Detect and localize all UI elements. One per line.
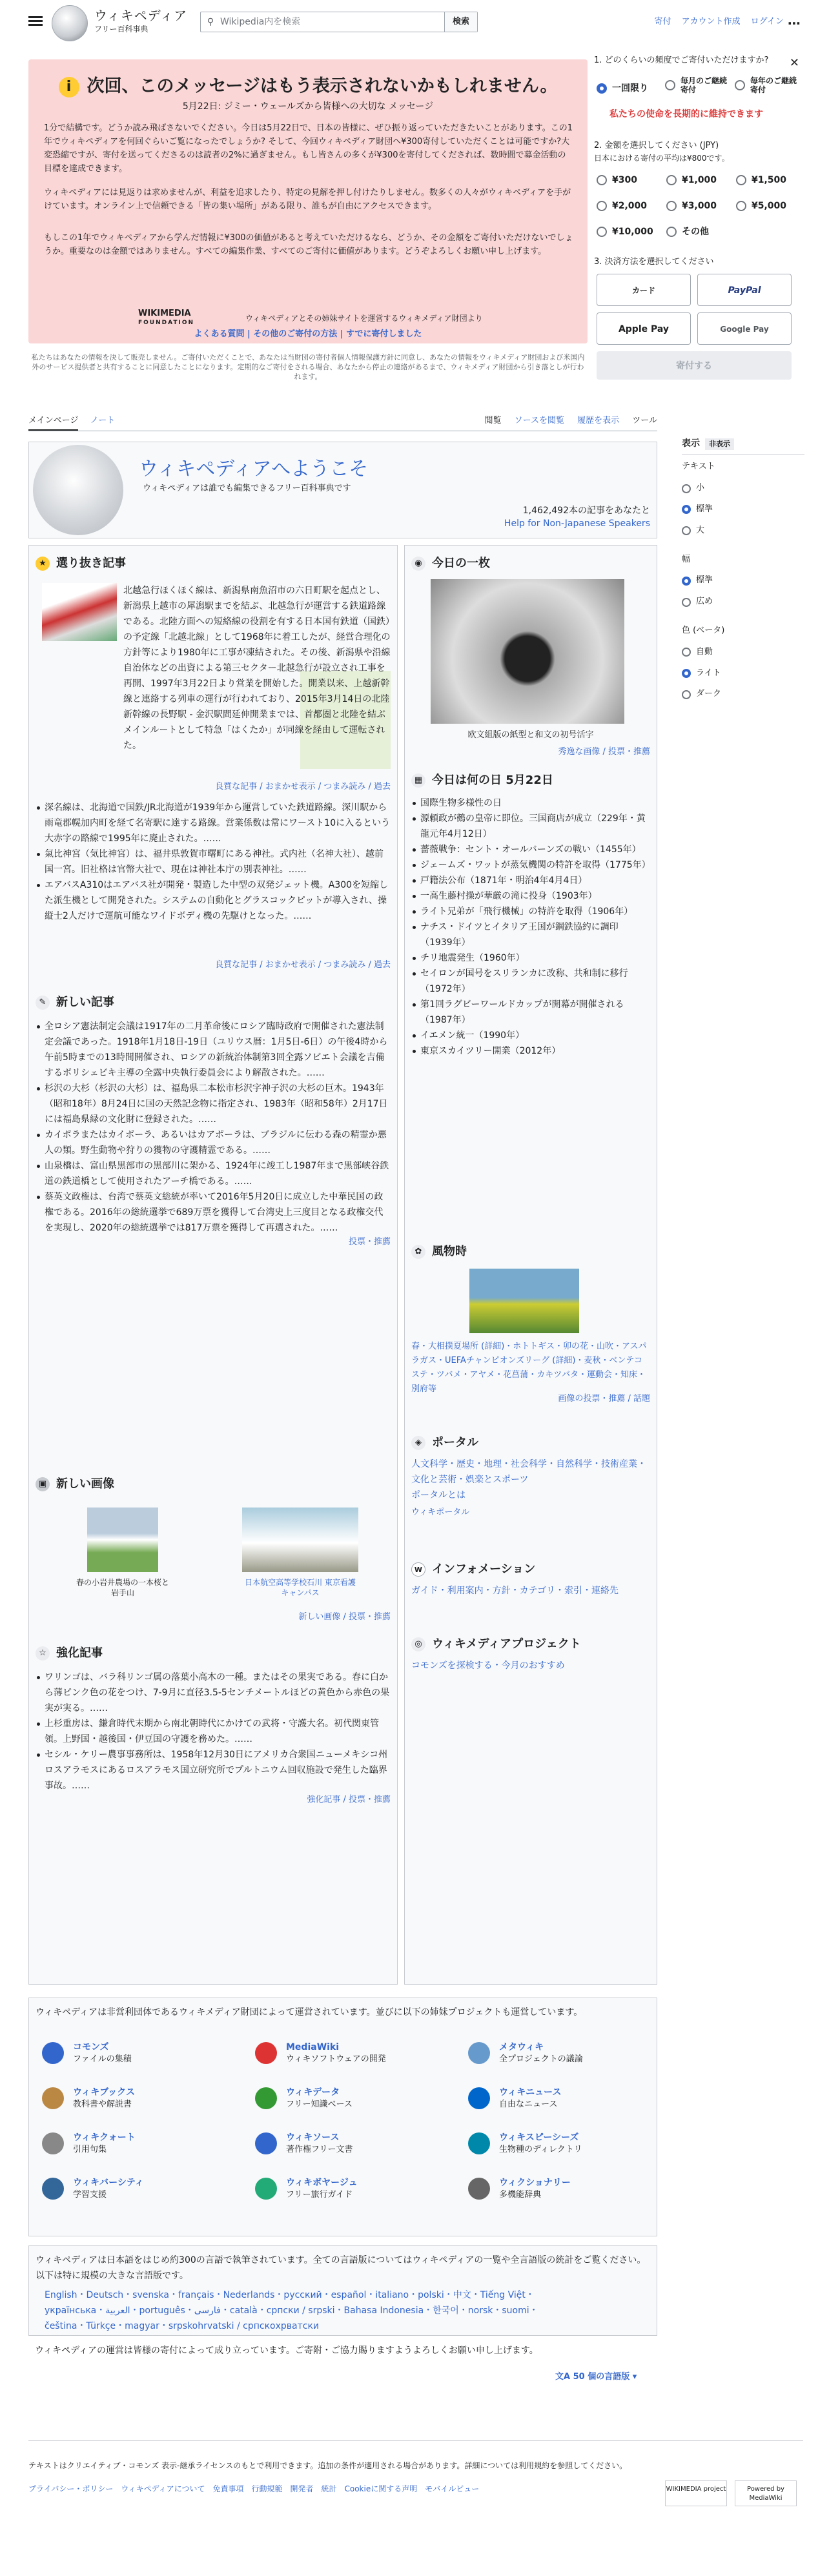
footer-license: テキストはクリエイティブ・コモンズ 表示-継承ライセンスのもとで利用できます。追加の条件が適用される場合があります。詳細については利用規約を参照してください。 bbox=[28, 2461, 628, 2470]
wordmark-title: ウィキペディア bbox=[94, 8, 188, 23]
login-link[interactable]: ログイン bbox=[750, 17, 784, 26]
sakura-image[interactable] bbox=[87, 1508, 158, 1572]
appearance-panel bbox=[682, 436, 804, 709]
list-item: イエメン統一（1990年） bbox=[411, 1028, 650, 1043]
strong-title: 強化記事 bbox=[56, 1646, 103, 1660]
project-icon bbox=[468, 2178, 490, 2200]
tab-read[interactable]: 閲覧 bbox=[484, 416, 502, 425]
amount-average-note: 日本における寄付の平均は¥800です。 bbox=[594, 154, 730, 163]
improved-star-icon: ☆ bbox=[36, 1646, 50, 1661]
create-account-link[interactable]: アカウント作成 bbox=[681, 17, 741, 26]
project-icon bbox=[255, 2178, 277, 2200]
list-item: 上杉重房は、鎌倉時代末期から南北朝時代にかけての武将・守護大名。初代関東管領。上野国・越後国・伊豆国の守護を務めた。…… bbox=[36, 1716, 391, 1747]
featured-links-2[interactable]: 良質な記事 / おまかせ表示 / つまみ読み / 過去 bbox=[215, 960, 391, 970]
wikimedia-logo: WIKIMEDIA FOUNDATION bbox=[138, 309, 195, 326]
search-icon: ⚲ bbox=[207, 16, 214, 27]
tab-view-source[interactable]: ソースを閲覧 bbox=[514, 416, 564, 425]
more-options-icon[interactable]: ⋯ bbox=[788, 15, 801, 31]
project-name[interactable]: ウィクショナリー bbox=[499, 2178, 571, 2188]
portal-links[interactable]: 人文科学・歴史・地理・社会科学・自然科学・技術産業・文化と芸術・娯楽とスポーツ bbox=[411, 1458, 646, 1485]
search-input[interactable]: Wikipedia内を検索 bbox=[220, 16, 301, 27]
project-desc: 学習支援 bbox=[73, 2190, 107, 2200]
fundraising-banner bbox=[28, 59, 588, 343]
project-desc: ウィキソフトウェアの開発 bbox=[286, 2054, 386, 2064]
today-list bbox=[411, 795, 650, 1059]
freq-yearly-radio[interactable]: 毎年のご継続寄付 bbox=[735, 76, 799, 94]
welcome-title: ウィキペディアへようこそ bbox=[139, 458, 369, 480]
amount-10000[interactable]: ¥10,000 bbox=[597, 225, 653, 239]
list-item: 戸籍法公布（1871年・明治4年4月4日） bbox=[411, 873, 650, 888]
wikimedia-project-badge[interactable]: WIKIMEDIA project bbox=[665, 2480, 727, 2506]
main-menu-icon[interactable] bbox=[28, 14, 43, 28]
powered-by-mediawiki-badge[interactable]: Powered by MediaWiki bbox=[735, 2480, 797, 2506]
amount-other[interactable]: その他 bbox=[666, 225, 709, 239]
banner-paragraph-2: ウィキペディアには見返りは求めませんが、利益を追求したり、特定の見解を押し付けたりしません。数多くの人々がウィキペディアを手がけています。オンライン上で信頼できる「皆の集い場所」がある限り、誰もが自由にアクセスできます。 bbox=[44, 188, 571, 211]
portal-about[interactable]: ポータルとは bbox=[411, 1489, 466, 1500]
project-icon bbox=[468, 2042, 490, 2064]
amount-question: 2. 金額を選択してください (JPY) bbox=[594, 141, 719, 150]
seasonal bbox=[411, 1243, 650, 1404]
sister-projects bbox=[28, 1998, 657, 2236]
project-name[interactable]: ウィキクォート bbox=[73, 2132, 136, 2143]
new-images bbox=[36, 1475, 391, 1622]
hide-button[interactable]: 非表示 bbox=[705, 438, 734, 450]
photo-caption: 欧文組版の紙型と和文の初号活字 bbox=[467, 730, 594, 740]
wikiportal-link[interactable]: ウィキポータル bbox=[411, 1507, 470, 1517]
calendar-icon: ▦ bbox=[411, 773, 425, 788]
new-article-icon: ✎ bbox=[36, 996, 50, 1010]
amount-5000[interactable]: ¥5,000 bbox=[736, 199, 786, 213]
donation-panel bbox=[594, 49, 801, 385]
project-icon bbox=[468, 2132, 490, 2154]
project-name[interactable]: メタウィキ bbox=[499, 2042, 544, 2052]
right-column bbox=[404, 545, 657, 1985]
season-icon: ✿ bbox=[411, 1245, 425, 1259]
text-size-label: テキスト bbox=[682, 462, 715, 472]
news-links[interactable]: 投票・推薦 bbox=[348, 1236, 391, 1247]
lang-list-2[interactable]: українська・العربية・português・فارسی・català・српски / srpski・Bahasa Indonesia・한국어・norsk・suomi・ bbox=[45, 2305, 538, 2316]
project-name[interactable]: ウィキデータ bbox=[286, 2087, 340, 2098]
wikipedia-logo[interactable] bbox=[52, 5, 88, 41]
width-label: 幅 bbox=[682, 554, 691, 564]
project-name[interactable]: コモンズ bbox=[73, 2042, 109, 2052]
languages-box bbox=[28, 2245, 657, 2336]
privacy-note: 私たちはあなたの情報を決して販売しません。ご寄付いただくことで、あなたは当財団の寄付者個人情報保護方針に同意し、あなたの情報をウィキメディア財団および米国内外のサービス提供者と共有することに同意したことになります。定期的なご寄付をされる場合、あなたから停止の連絡があるまで、ウィキメディア財団から引き落としが行われます。 bbox=[31, 353, 585, 381]
banner-paragraph-1: 1分で結構です。どうか読み飛ばさないでください。今日は5月22日で、日本の皆様に、ぜひ振り返っていただきたいことがあります。この1年でウィキペディアを何回ぐらいご覧になったでしょうか? そして、今回ウィキペディア財団へ¥300寄付していただくことは可能ですか?大変恐縮ですが、寄付を送ってくださるのは読者の2%に過ぎません。もし皆さんの多くが¥300を寄付してくだされば、数時間で募金活動の目標を達成できます。 bbox=[44, 123, 573, 174]
width-standard[interactable]: 標準 bbox=[682, 574, 804, 588]
new-articles bbox=[36, 994, 391, 1249]
sister-project-6[interactable] bbox=[42, 2131, 136, 2156]
info-icon: i bbox=[59, 77, 79, 97]
newimg-caption-2: 日本航空高等学校石川 東京看護キャンパス bbox=[245, 1578, 356, 1597]
info-title: インフォメーション bbox=[432, 1562, 536, 1576]
list-item: 杉沢の大杉（杉沢の大杉）は、福島県二本松市杉沢字神子沢の大杉の巨木。1943年（昭和18年）8月24日に国の天然記念物に指定され、1983年（昭和58年）2月17日には福島県緑の文化財に登録された。…… bbox=[36, 1081, 391, 1127]
list-item: ライト兄弟が「飛行機械」の特許を取得（1906年） bbox=[411, 904, 650, 919]
list-item: 深名線は、北海道で国鉄/JR北海道が1939年から運営していた鉄道路線。深川駅から雨竜郡幌加内町を経て名寄駅に達する路線。営業係数は常にワースト10に入るという大赤字の路線で1995年に廃止された。…… bbox=[36, 800, 391, 846]
color-auto[interactable]: 自動 bbox=[682, 646, 804, 659]
footer-links[interactable]: プライバシー・ポリシー ウィキペディアについて 免責事項 行動規範 開発者 統計 Cookieに関する声明 モバイルビュー bbox=[28, 2484, 480, 2493]
featured-list bbox=[36, 800, 391, 924]
sister-project-10[interactable] bbox=[255, 2176, 358, 2201]
close-icon[interactable]: ✕ bbox=[789, 56, 799, 70]
project-desc: フリー知識ベース bbox=[286, 2100, 353, 2109]
project-icon bbox=[42, 2042, 64, 2064]
project-desc: 全プロジェクトの議論 bbox=[499, 2054, 583, 2064]
sister-project-1[interactable] bbox=[255, 2041, 386, 2065]
photo-title: 今日の一枚 bbox=[432, 557, 490, 570]
strong-links[interactable]: 強化記事 / 投票・推薦 bbox=[307, 1794, 391, 1804]
amount-3000[interactable]: ¥3,000 bbox=[666, 199, 717, 213]
list-item: 一高生藤村操が華厳の滝に投身（1903年） bbox=[411, 888, 650, 904]
pay-googlepay-button[interactable]: Google Pay bbox=[697, 312, 792, 345]
sister-project-7[interactable] bbox=[255, 2131, 353, 2156]
star-icon: ★ bbox=[36, 557, 50, 571]
list-item: セシル・ケリー農事事務所は、1958年12月30日にアメリカ合衆国ニューメキシコ州ロスアラモスにあるロスアラモス国立研究所でプルトニウム回収施設で発生した臨界事故。…… bbox=[36, 1747, 391, 1794]
sister-project-9[interactable] bbox=[42, 2176, 144, 2201]
color-label: 色 (ベータ) bbox=[682, 625, 725, 635]
on-this-day bbox=[411, 772, 650, 1059]
project-name[interactable]: MediaWiki bbox=[286, 2042, 340, 2052]
newimg-title: 新しい画像 bbox=[56, 1477, 114, 1491]
list-item: ジェームズ・ワットが蒸気機関の特許を取得（1775年） bbox=[411, 857, 650, 873]
improved-articles bbox=[36, 1644, 391, 1807]
list-item: 蔡英文政権は、台湾で蔡英文総統が率いて2016年5月20日に成立した中華民国の政権である。2016年の総統選挙で689万票を獲得して台湾史上三度目となる政権交代を実現し、2020年の総統選挙では817万票を獲得して再選された。…… bbox=[36, 1189, 391, 1236]
project-name[interactable]: ウィキボヤージュ bbox=[286, 2178, 358, 2188]
project-desc: 多機能辞典 bbox=[499, 2190, 542, 2200]
project-icon bbox=[42, 2087, 64, 2109]
project-name[interactable]: ウィキニュース bbox=[499, 2087, 562, 2098]
sister-project-11[interactable] bbox=[468, 2176, 571, 2201]
project-desc: 生物種のディレクトリ bbox=[499, 2145, 582, 2154]
pay-applepay-button[interactable]: Apple Pay bbox=[597, 312, 691, 345]
list-item: 第1回ラグビーワールドカップが開幕が開催される（1987年） bbox=[411, 997, 650, 1028]
project-icon bbox=[255, 2087, 277, 2109]
list-item: チリ地震発生（1960年） bbox=[411, 950, 650, 966]
list-item: 源頼政が鵺の皇帝に即位。三国商店が成立（229年・黄龍元年4月12日） bbox=[411, 811, 650, 842]
information bbox=[411, 1560, 650, 1599]
project-name[interactable]: ウィキブックス bbox=[73, 2087, 136, 2098]
project-icon bbox=[42, 2132, 64, 2154]
project-icon bbox=[255, 2132, 277, 2154]
project-desc: 教科書や解説書 bbox=[73, 2100, 132, 2109]
banner-paragraph-3: もしこの1年でウィキペディアから学んだ情報に¥300の価値があると考えていただけるなら、どうか、その金額をご寄付いただけないでしょうか。重要なのは金額ではありません。すべての編集作業、すべてのご寄付に価値があります。どうぞよろしくお願い申し上げます。 bbox=[44, 233, 573, 256]
text-size-small[interactable]: 小 bbox=[682, 482, 804, 495]
tab-talk[interactable]: ノート bbox=[90, 416, 116, 425]
sister-project-5[interactable] bbox=[468, 2086, 561, 2111]
list-item: 氣比神宮（気比神宮）は、福井県敦賀市曙町にある神社。式内社（名神大社）、越前国一宮。旧社格は官幣大社で、現在は神社本庁の別表神社。…… bbox=[36, 846, 391, 877]
project-desc: 自由なニュース bbox=[499, 2100, 558, 2109]
puzzle-globe-icon bbox=[33, 445, 123, 535]
tab-history[interactable]: 履歴を表示 bbox=[577, 416, 620, 425]
wproj-title: ウィキメディアプロジェクト bbox=[432, 1637, 581, 1651]
support-text: ウィキペディアの運営は皆様の寄付によって成り立っています。ご寄附・ご協力賜りますようよろしくお願い申し上げます。 bbox=[35, 2346, 538, 2356]
amount-1500[interactable]: ¥1,500 bbox=[736, 173, 786, 187]
project-desc: 引用句集 bbox=[73, 2145, 107, 2154]
project-name[interactable]: ウィキスピーシーズ bbox=[499, 2132, 579, 2143]
banner-tagline: ウィキペディアとその姉妹サイトを運営するウィキメディア財団より bbox=[245, 314, 483, 323]
list-item: 全ロシア憲法制定会議は1917年の二月革命後にロシア臨時政府で開催された憲法制定会議であった。1918年1月18日-19日（ユリウス暦：1月5日-6日）の午後4時から午前5時までの13時間開催され、ロシアの新統治体制第3回全露ソビエト会議を吉備するボリシェビキ主導の全露中央執行委員会により解散された。…… bbox=[36, 1019, 391, 1081]
list-item: ワリンゴは、バラ科リンゴ属の落葉小高木の一種。またはその果実である。春に白から薄ピンク色の花をつけ、7-9月に直径3.5-5センチメートルほどの黄色から赤色の果実が実る。…… bbox=[36, 1670, 391, 1716]
project-icon bbox=[42, 2178, 64, 2200]
appearance-title: 表示 非表示 bbox=[682, 436, 804, 455]
list-item: セイロンが国号をスリランカに改称、共和制に移行（1972年） bbox=[411, 966, 650, 997]
wordmark[interactable] bbox=[94, 8, 187, 35]
banner-subtitle: 5月22日: ジミー・ウェールズから皆様への大切な メッセージ bbox=[182, 101, 434, 112]
operate-text: ウィキペディアは非営利団体であるウィキメディア財団によって運営されています。並びに以下の姉妹プロジェクトも運営しています。 bbox=[36, 2007, 583, 2018]
amount-300[interactable]: ¥300 bbox=[597, 173, 637, 187]
lang-intro: ウィキペディアは日本語をはじめ約300の言語で執筆されています。全ての言語版についてはウィキペディアの一覧や全言語版の統計をご覧ください。以下は特に規模の大きな言語版です。 bbox=[36, 2255, 646, 2281]
season-title: 風物時 bbox=[432, 1245, 467, 1258]
tab-main-page[interactable]: メインページ bbox=[28, 416, 78, 431]
pay-card-button[interactable]: カード bbox=[597, 274, 691, 306]
list-item: 薔薇戦争：セント・オールバーンズの戦い（1455年） bbox=[411, 842, 650, 857]
site-header bbox=[0, 0, 829, 45]
wordmark-tagline: フリー百科事典 bbox=[94, 25, 148, 34]
newimg-links[interactable]: 新しい画像 / 投票・推薦 bbox=[298, 1612, 391, 1622]
portal bbox=[411, 1434, 650, 1522]
lang-list-3[interactable]: čeština・Türkçe・magyar・srpskohrvatski / српскохрватски bbox=[45, 2321, 319, 2331]
banner-title: i 次回、このメッセージはもう表示されないかもしれません。 bbox=[28, 72, 588, 100]
sister-project-3[interactable] bbox=[42, 2086, 135, 2111]
list-item: カイポラまたはカイポーラ、あるいはカアポーラは、ブラジルに伝わる森の精霊か悪人の類。野生動物や狩りの獲物の守護精霊である。…… bbox=[36, 1127, 391, 1158]
season-links[interactable]: 春・大相撲夏場所 (詳細)・ホトトギス・卯の花・山吹・アスパラガス・UEFAチャンピオンズリーグ (詳細)・麦秋・ベンテコステ・ツバメ・アヤメ・花菖蒲・カキツバタ・運動会・知床・別府等 bbox=[411, 1342, 647, 1394]
w-icon: W bbox=[411, 1562, 425, 1577]
info-links[interactable]: ガイド・利用案内・方針・カテゴリ・索引・連絡先 bbox=[411, 1585, 619, 1596]
tab-tools[interactable]: ツール bbox=[632, 416, 657, 425]
personal-tools bbox=[646, 15, 784, 29]
portal-icon: ◈ bbox=[411, 1436, 425, 1450]
campus-image[interactable] bbox=[242, 1508, 358, 1572]
project-desc: 著作権フリー文書 bbox=[286, 2145, 353, 2154]
language-count-button[interactable]: 文A 50 個の言語版 ▾ bbox=[555, 2372, 637, 2382]
list-item: エアバスA310はエアバス社が開発・製造した中型の双発ジェット機。A300を短縮した派生機として開発された。システムの自動化とグラスコックピットが導入され、操縦士2人だけで運航可能なワイドボディ機の先駆けとなった。…… bbox=[36, 877, 391, 924]
picture-of-day bbox=[411, 555, 650, 757]
photo-image[interactable] bbox=[431, 579, 624, 724]
photo-links[interactable]: 秀逸な画像 / 投票・推薦 bbox=[558, 747, 650, 757]
page-tabs bbox=[28, 411, 657, 431]
freq-monthly-radio[interactable]: 毎月のご継続寄付 bbox=[665, 76, 730, 94]
banner-links[interactable]: よくある質問 | その他のご寄付の方法 | すでに寄付しました bbox=[194, 329, 422, 339]
project-icon bbox=[468, 2087, 490, 2109]
left-column bbox=[28, 545, 398, 1985]
news-title: 新しい記事 bbox=[56, 996, 114, 1009]
sister-project-2[interactable] bbox=[468, 2041, 583, 2065]
newimg-caption-1: 春の小岩井農場の一本桜と岩手山 bbox=[76, 1578, 169, 1597]
donate-submit-button[interactable]: 寄付する bbox=[597, 351, 792, 380]
color-light[interactable]: ライト bbox=[682, 667, 804, 680]
project-name[interactable]: ウィキソース bbox=[286, 2132, 340, 2143]
strong-list bbox=[36, 1670, 391, 1794]
list-item: 国際生物多様性の日 bbox=[411, 795, 650, 811]
help-link[interactable]: Help for Non-Japanese Speakers bbox=[504, 518, 650, 529]
article-count: 1,462,492本の記事をあなたと Help for Non-Japanese Speakers bbox=[504, 506, 650, 529]
text-size-standard[interactable]: 標準 bbox=[682, 503, 804, 516]
sister-project-0[interactable] bbox=[42, 2041, 132, 2065]
camera-icon: ◉ bbox=[411, 557, 425, 571]
color-dark[interactable]: ダーク bbox=[682, 688, 804, 701]
width-wide[interactable]: 広め bbox=[682, 595, 804, 609]
list-item: ナチス・ドイツとイタリア王国が鋼鉄協約に調印（1939年） bbox=[411, 919, 650, 950]
project-desc: フリー旅行ガイド bbox=[286, 2190, 353, 2200]
amount-2000[interactable]: ¥2,000 bbox=[597, 199, 647, 213]
welcome-subtitle: ウィキペディアは誰でも編集できるフリー百科事典です bbox=[143, 484, 351, 493]
project-icon bbox=[255, 2042, 277, 2064]
translate-icon: 文A bbox=[555, 2372, 573, 2382]
sister-project-8[interactable] bbox=[468, 2131, 582, 2156]
sister-project-4[interactable] bbox=[255, 2086, 353, 2111]
featured-title: 選り抜き記事 bbox=[56, 557, 126, 570]
donate-link[interactable]: 寄付 bbox=[654, 17, 671, 26]
lang-list-1[interactable]: English・Deutsch・svenska・français・Nederlands・русский・español・italiano・polski・中文・Tiếng Việt・ bbox=[45, 2290, 535, 2300]
image-icon: ▣ bbox=[36, 1477, 50, 1491]
welcome-box bbox=[28, 442, 657, 538]
search-box[interactable] bbox=[200, 12, 478, 32]
featured-links[interactable]: 良質な記事 / おまかせ表示 / つまみ読み / 過去 bbox=[215, 782, 391, 792]
amount-1000[interactable]: ¥1,000 bbox=[666, 173, 717, 187]
frequency-question: 1. どのくらいの頻度でご寄付いただけますか? bbox=[594, 56, 769, 65]
list-item: 山泉橋は、富山県黒部市の黒部川に架かる、1924年に竣工し1987年まで黒部峡谷鉄道の鉄道橋として使用されたアーチ橋である。…… bbox=[36, 1158, 391, 1189]
pay-paypal-button[interactable]: PayPal bbox=[697, 274, 792, 306]
text-size-large[interactable]: 大 bbox=[682, 524, 804, 538]
wikimedia-icon: ◎ bbox=[411, 1637, 425, 1651]
search-button[interactable]: 検索 bbox=[444, 12, 477, 32]
project-name[interactable]: ウィキバーシティ bbox=[73, 2178, 144, 2188]
freq-once-radio[interactable]: 一回限り bbox=[597, 81, 648, 96]
list-item: 東京スカイツリー開業（2012年） bbox=[411, 1043, 650, 1059]
wikimedia-projects bbox=[411, 1635, 650, 1673]
wproj-links[interactable]: コモンズを探検する・今月のおすすめ bbox=[411, 1660, 565, 1671]
news-list bbox=[36, 1019, 391, 1236]
featured-body: 北越急行ほくほく線は、新潟県南魚沼市の六日町駅を起点とし、新潟県上越市の犀潟駅までを結ぶ、北越急行が運営する鉄道路線である。北陸方面への短絡線の役割を有する日本国有鉄道（国鉄）の予定線「北越北線」として1968年に着工したが、経営合理化の方針等により1980年に工事が凍結された。その後、新潟県や沿線自治体などの出資による第三セクター北越急行が設立され工事を再開、1997年3月22日より営業を開始した。開業以来、上越新幹線と連絡する列車の運行が行われており、2015年3月14日の北陸新幹線の長野駅 - 金沢駅間延伸開業までは、首都圏と北陸を結ぶメインルートとして特急「はくたか」が同線を経由して運転された。 bbox=[123, 586, 391, 751]
project-desc: ファイルの集積 bbox=[73, 2054, 132, 2064]
recurring-note: 私たちの使命を長期的に維持できます bbox=[609, 109, 763, 119]
featured-article bbox=[36, 555, 391, 970]
payment-question: 3. 決済方法を選択してください bbox=[594, 257, 714, 267]
season-links-2[interactable]: 画像の投票・推薦 / 話題 bbox=[558, 1394, 650, 1404]
season-image[interactable] bbox=[469, 1269, 579, 1333]
portal-title: ポータル bbox=[432, 1436, 478, 1449]
today-title: 今日は何の日 5月22日 bbox=[432, 773, 553, 787]
